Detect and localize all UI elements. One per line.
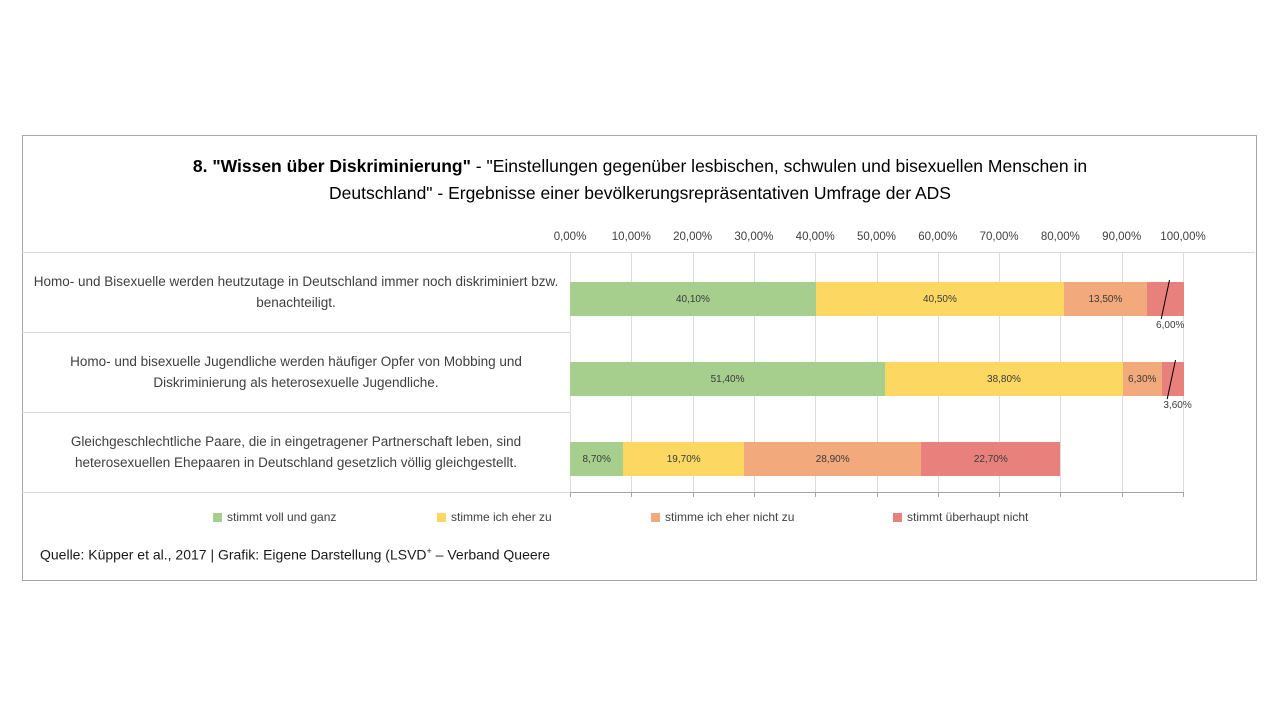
chart-title-bold: 8. "Wissen über Diskriminierung" (192, 156, 471, 176)
row-separator (22, 492, 570, 493)
source-text-suffix: – Verband Queere (431, 546, 551, 563)
source-text-prefix: Quelle: Küpper et al., 2017 | Grafik: Eigene Darstellung (LSVD (40, 546, 427, 563)
outside-data-label: 3,60% (1163, 400, 1192, 411)
x-axis-tick-label: 60,00% (918, 231, 958, 243)
category-label: Homo- und bisexuelle Jugendliche werden häufiger Opfer von Mobbing und Diskriminierung als heterosexuelle Jugendliche. (70, 354, 522, 390)
legend-item (437, 510, 552, 524)
x-axis-line (570, 492, 1184, 493)
outside-data-label: 6,00% (1156, 320, 1185, 331)
data-label: 28,90% (815, 453, 850, 465)
bar-segment (921, 442, 1060, 476)
legend-swatch (213, 513, 222, 522)
bar-segment (570, 362, 885, 396)
x-axis-tick-label: 40,00% (795, 231, 835, 243)
chart-title-separator: - (470, 156, 487, 176)
bar-segment (570, 282, 816, 316)
source-superscript: + (426, 546, 432, 556)
legend-label: stimme ich eher nicht zu (665, 510, 795, 524)
bar-segment (816, 282, 1064, 316)
data-label: 51,40% (710, 373, 745, 385)
x-axis-tick-label: 80,00% (1040, 231, 1080, 243)
x-axis-tick-label: 100,00% (1160, 231, 1206, 243)
legend-label: stimmt überhaupt nicht (907, 510, 1029, 524)
data-label: 19,70% (666, 453, 701, 465)
source-note (40, 546, 550, 563)
bar-segment (1064, 282, 1147, 316)
data-label: 6,30% (1128, 373, 1157, 385)
bar-segment (623, 442, 744, 476)
data-label: 40,10% (675, 293, 710, 305)
x-axis-tick-label: 30,00% (734, 231, 774, 243)
bar-segment (1123, 362, 1162, 396)
x-axis-tick-label: 10,00% (611, 231, 651, 243)
legend-item (651, 510, 794, 524)
data-label: 38,80% (987, 373, 1021, 385)
bar-segment (570, 442, 623, 476)
bar-segment (744, 442, 921, 476)
category-label: Gleichgeschlechtliche Paare, die in eingetragener Partnerschaft leben, sind heterosexuellen Ehepaaren in Deutschland gesetzlich völlig gleichgestellt. (70, 434, 522, 470)
legend-swatch (651, 513, 660, 522)
data-label: 13,50% (1088, 293, 1123, 305)
x-axis-tick-label: 50,00% (856, 231, 897, 243)
legend-label: stimmt voll und ganz (227, 510, 337, 524)
legend-swatch (437, 513, 446, 522)
bar-segment (885, 362, 1123, 396)
chart-title (160, 153, 1120, 207)
x-axis-tick-label: 70,00% (979, 231, 1019, 243)
data-label: 22,70% (973, 453, 1008, 465)
x-axis-tick-label: 0,00% (553, 231, 587, 243)
legend-item (893, 510, 1028, 524)
data-label: 8,70% (582, 453, 611, 465)
legend-item (213, 510, 336, 524)
x-axis-tick-label: 90,00% (1102, 231, 1142, 243)
legend-label: stimme ich eher zu (451, 510, 552, 524)
category-label: Homo- und Bisexuelle werden heutzutage in Deutschland immer noch diskriminiert bzw. benachteiligt. (33, 274, 559, 310)
data-label: 40,50% (922, 293, 957, 305)
chart-title-regular: "Einstellungen gegenüber lesbischen, schwulen und bisexuellen Menschen in Deutschland" - Ergebnisse einer bevölkerungsrepräsentativen Umfrage der ADS (329, 156, 1088, 203)
legend-swatch (893, 513, 902, 522)
x-axis-tick-label: 20,00% (673, 231, 713, 243)
